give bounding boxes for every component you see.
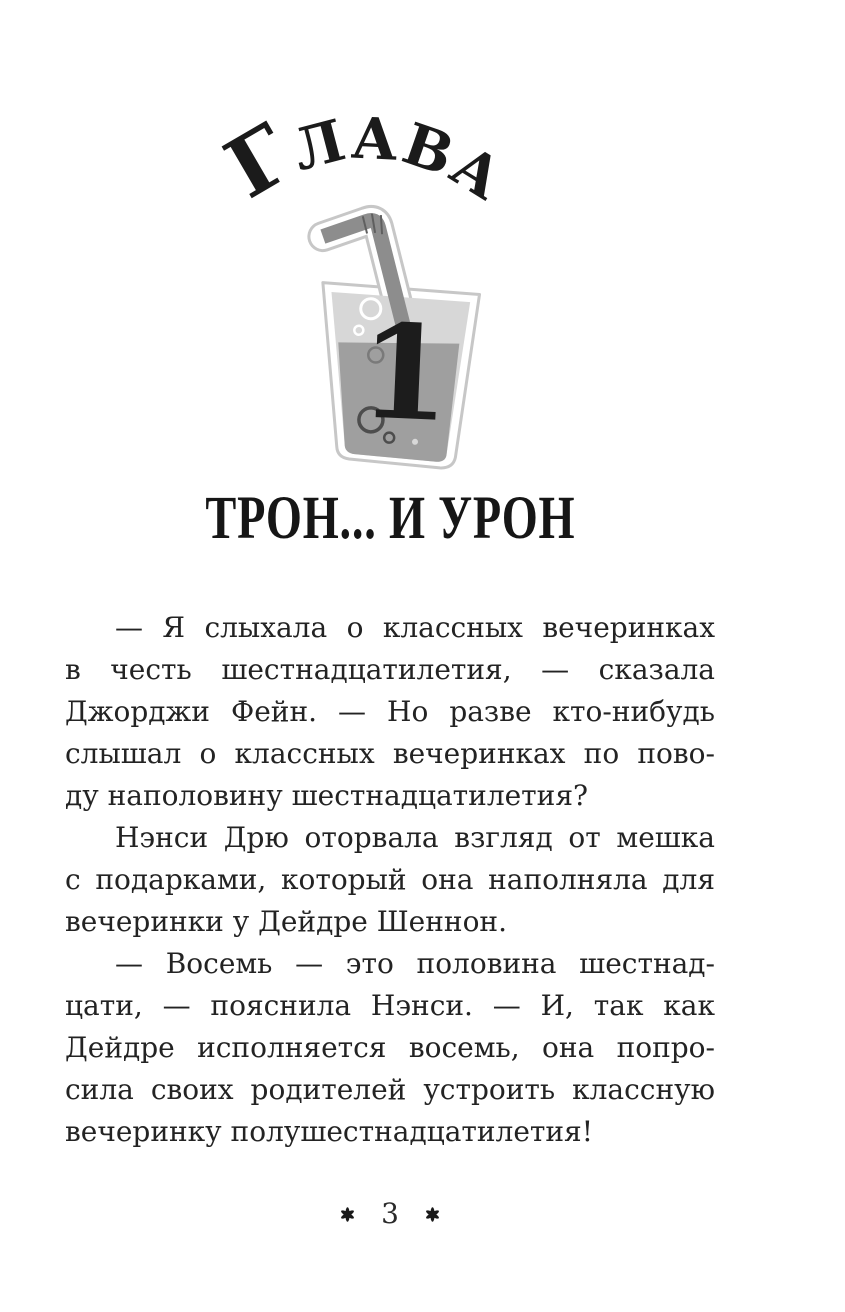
chapter-illustration — [286, 203, 511, 478]
text-line: ду наполовину шестнадцатилетия? — [65, 779, 589, 812]
chapter-title-row — [65, 484, 715, 554]
paragraph — [65, 943, 715, 1153]
text-line: с подарками, который она наполняла для — [65, 863, 715, 896]
text-line: — Я слыхала о классных вечеринках — [115, 611, 715, 644]
text-line: сила своих родителей устроить классную — [65, 1073, 715, 1106]
text-line: Дейдре исполняется восемь, она попро- — [65, 1031, 715, 1064]
text-line: в честь шестнадцатилетия, — сказала — [65, 653, 715, 686]
page-number: 3 — [381, 1197, 399, 1230]
paragraph — [65, 607, 715, 817]
star-icon — [339, 1206, 356, 1223]
glass-with-straw-icon — [313, 212, 483, 470]
text-line: Нэнси Дрю оторвала взгляд от мешка — [115, 821, 715, 854]
star-icon — [424, 1206, 441, 1223]
text-line: слышал о классных вечеринках по пово- — [65, 737, 715, 770]
body-text — [65, 607, 715, 1153]
text-line: цати, — пояснила Нэнси. — И, так как — [65, 989, 715, 1022]
text-line: вечеринку полушестнадцатилетия! — [65, 1115, 593, 1148]
page-footer — [65, 1196, 715, 1232]
text-line: Джорджи Фейн. — Но разве кто-нибудь — [65, 695, 715, 728]
chapter-label-text: Глава — [210, 81, 528, 220]
chapter-number: 1 — [356, 294, 454, 452]
chapter-label — [210, 82, 528, 220]
chapter-title: ТРОН... И УРОН — [205, 485, 575, 552]
paragraph — [65, 817, 715, 943]
text-line: — Восемь — это половина шестнад- — [115, 947, 715, 980]
text-line: вечеринки у Дейдре Шеннон. — [65, 905, 507, 938]
